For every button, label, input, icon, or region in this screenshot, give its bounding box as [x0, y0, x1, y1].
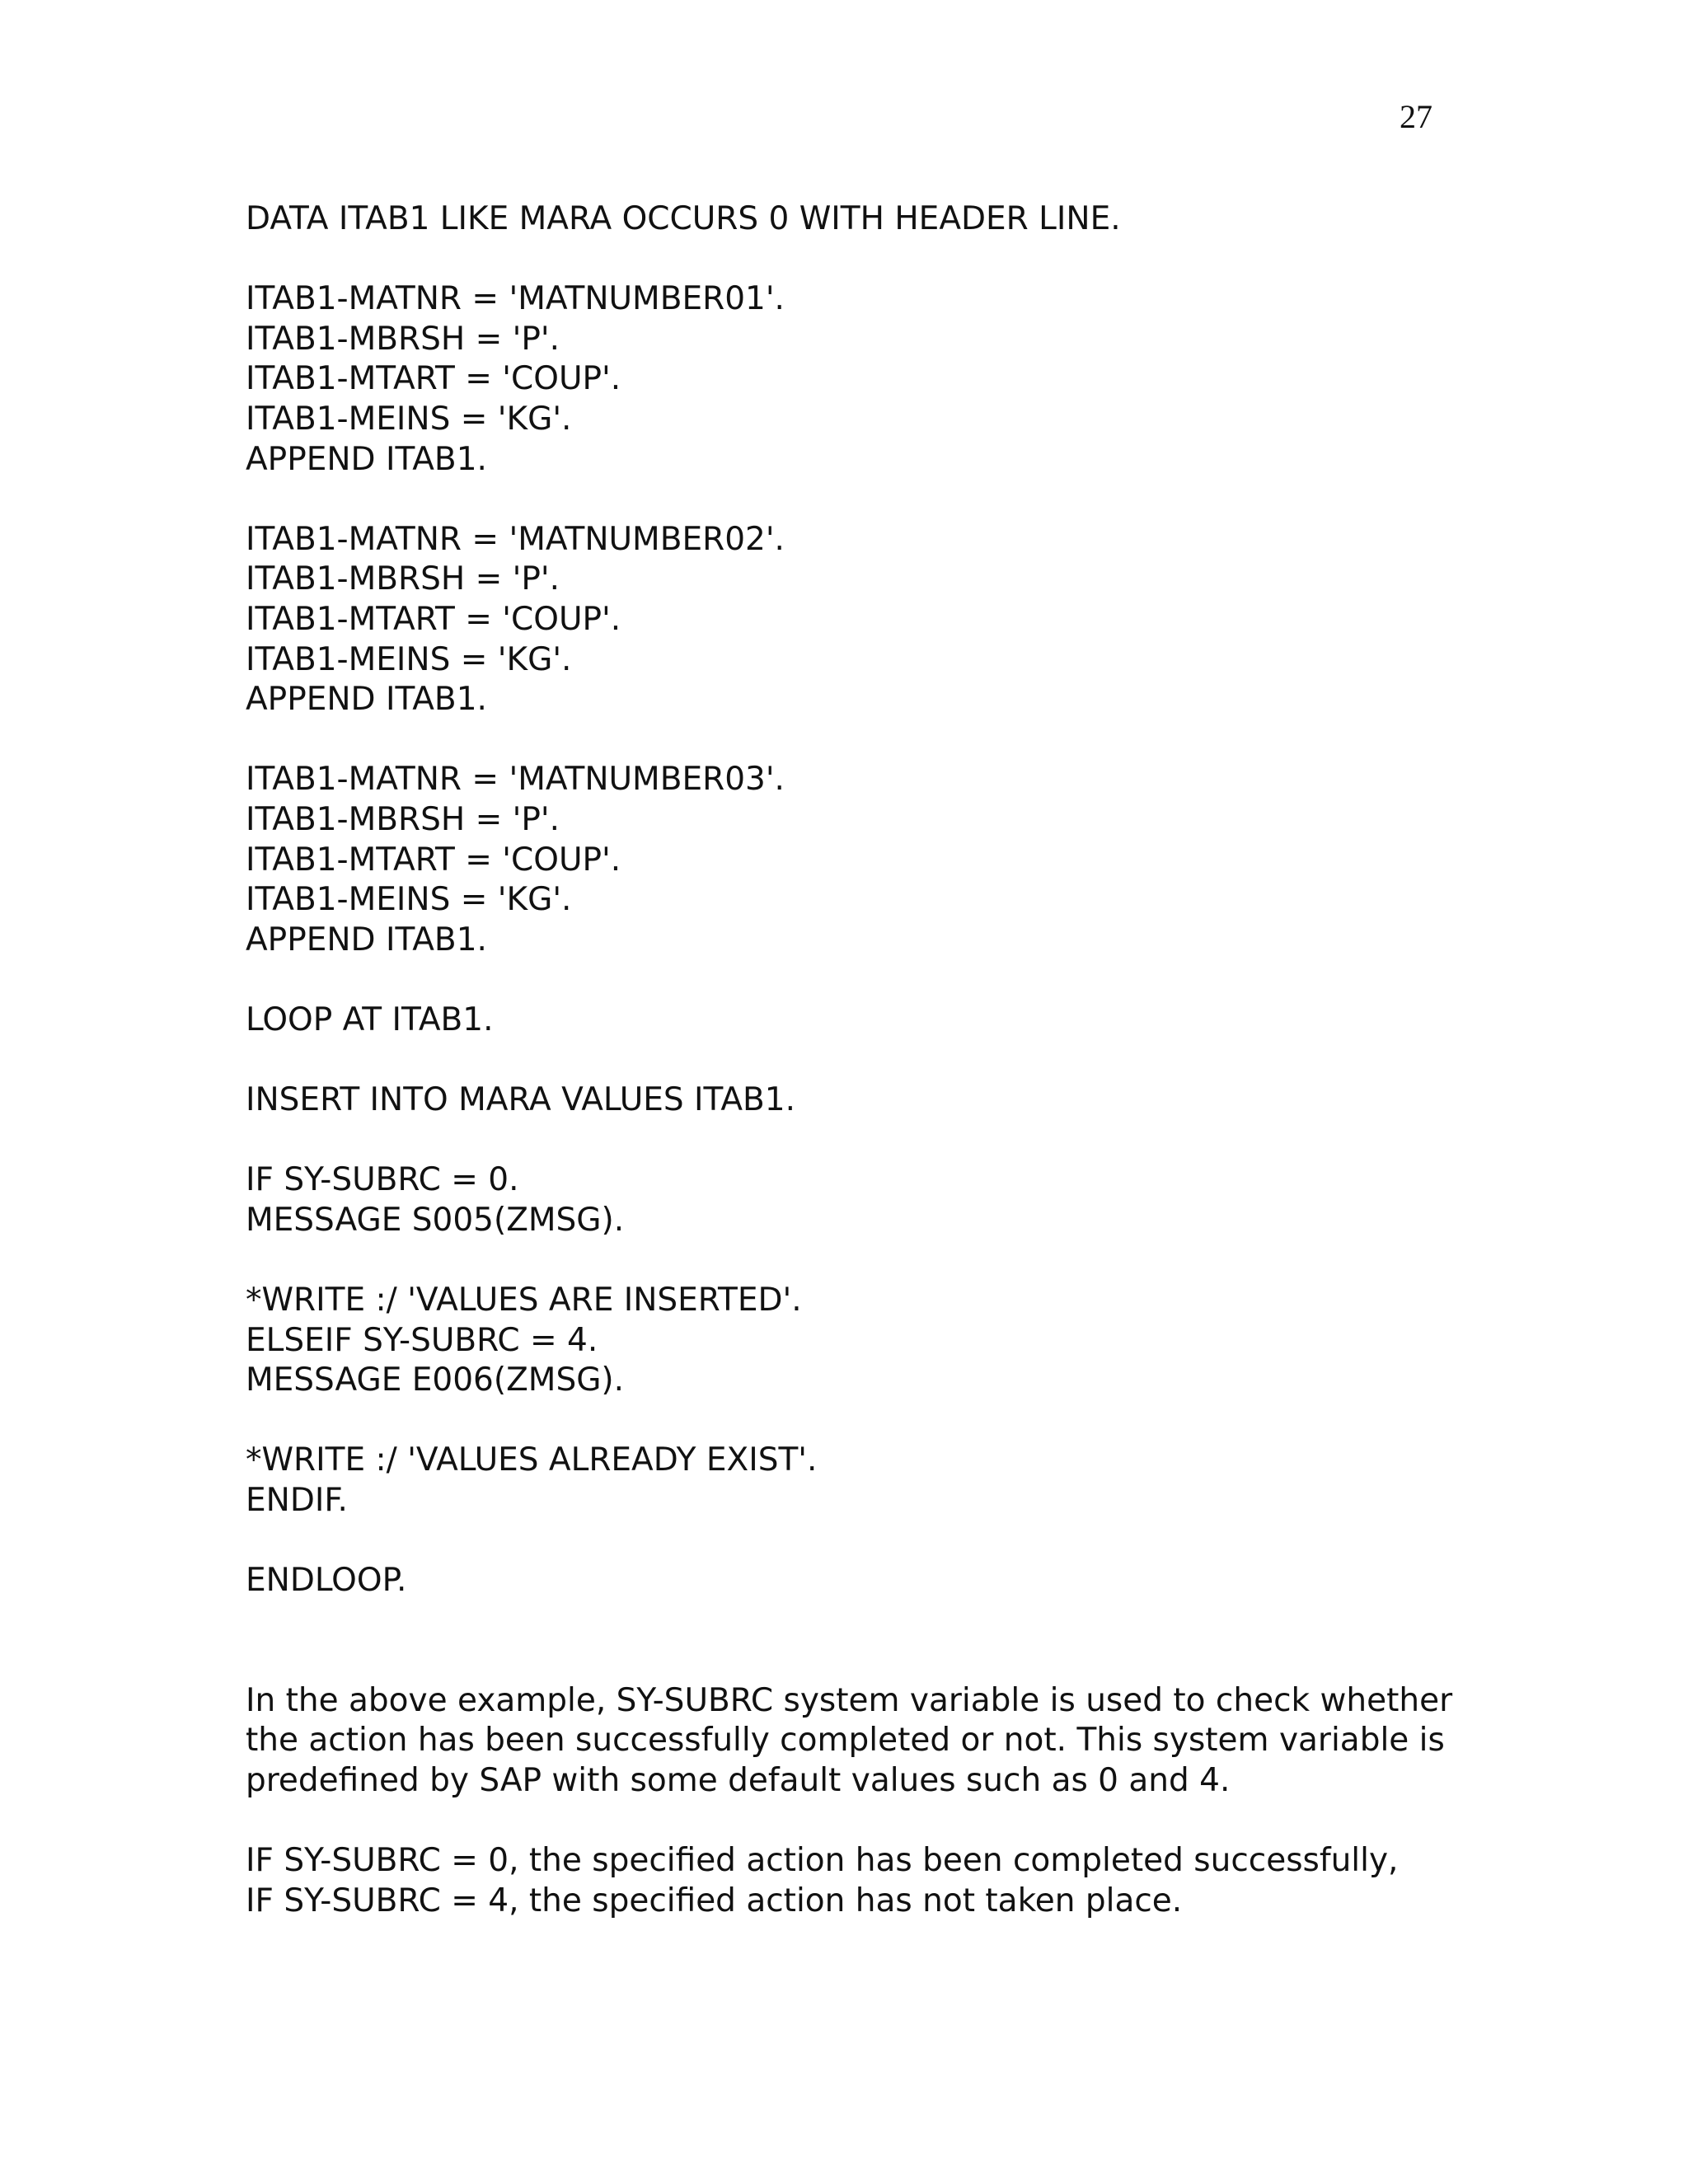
paragraph-line: IF SY-SUBRC = 4, the specified action has not taken place.	[246, 1882, 1183, 1919]
explanation-paragraph	[246, 1681, 1515, 1802]
code-line: DATA ITAB1 LIKE MARA OCCURS 0 WITH HEADER LINE.	[246, 200, 1121, 237]
code-line: ITAB1-MATNR = 'MATNUMBER01'.	[246, 280, 785, 318]
code-line	[246, 1240, 1515, 1281]
code-line: ITAB1-MEINS = 'KG'.	[246, 640, 572, 678]
code-line: ITAB1-MBRSH = 'P'.	[246, 320, 560, 358]
code-line	[246, 1521, 1515, 1562]
paragraph-line: the action has been successfully completed or not. This system variable is	[246, 1722, 1445, 1760]
code-line	[246, 240, 1515, 280]
code-line: ITAB1-MTART = 'COUP'.	[246, 600, 621, 638]
paragraph-line: In the above example, SY-SUBRC system variable is used to check whether	[246, 1681, 1453, 1719]
document-content	[246, 199, 1515, 1921]
code-line: ITAB1-MBRSH = 'P'.	[246, 800, 560, 838]
code-line: INSERT INTO MARA VALUES ITAB1.	[246, 1081, 795, 1119]
code-line: APPEND ITAB1.	[246, 440, 487, 478]
page-number: 27	[1400, 98, 1432, 135]
code-line	[246, 480, 1515, 520]
code-line: APPEND ITAB1.	[246, 921, 487, 958]
code-line: IF SY-SUBRC = 0.	[246, 1161, 519, 1199]
code-line: ELSEIF SY-SUBRC = 4.	[246, 1321, 598, 1359]
code-line: LOOP AT ITAB1.	[246, 1001, 494, 1038]
code-line: ENDIF.	[246, 1482, 348, 1519]
code-line: ITAB1-MATNR = 'MATNUMBER02'.	[246, 520, 785, 558]
code-line: APPEND ITAB1.	[246, 681, 487, 719]
code-line: ITAB1-MTART = 'COUP'.	[246, 841, 621, 879]
code-line	[246, 1040, 1515, 1080]
code-line: *WRITE :/ 'VALUES ALREADY EXIST'.	[246, 1441, 818, 1479]
code-line: MESSAGE E006(ZMSG).	[246, 1361, 625, 1399]
spacer	[246, 1802, 1515, 1842]
code-line	[246, 1401, 1515, 1441]
code-line: ITAB1-MTART = 'COUP'.	[246, 360, 621, 398]
code-line: ITAB1-MBRSH = 'P'.	[246, 560, 560, 598]
code-line	[246, 720, 1515, 761]
code-line	[246, 1121, 1515, 1161]
subrc-values-paragraph	[246, 1841, 1515, 1921]
paragraph-line: IF SY-SUBRC = 0, the specified action has been completed successfully,	[246, 1842, 1399, 1880]
paragraph-line: predefined by SAP with some default values such as 0 and 4.	[246, 1761, 1231, 1799]
code-line: ITAB1-MEINS = 'KG'.	[246, 881, 572, 919]
code-line	[246, 960, 1515, 1001]
code-line: ITAB1-MEINS = 'KG'.	[246, 400, 572, 438]
code-line: ITAB1-MATNR = 'MATNUMBER03'.	[246, 761, 785, 799]
code-block	[246, 199, 1515, 1601]
code-line: ENDLOOP.	[246, 1562, 407, 1600]
code-line: MESSAGE S005(ZMSG).	[246, 1201, 625, 1239]
code-line: *WRITE :/ 'VALUES ARE INSERTED'.	[246, 1282, 802, 1319]
spacer	[246, 1601, 1515, 1681]
